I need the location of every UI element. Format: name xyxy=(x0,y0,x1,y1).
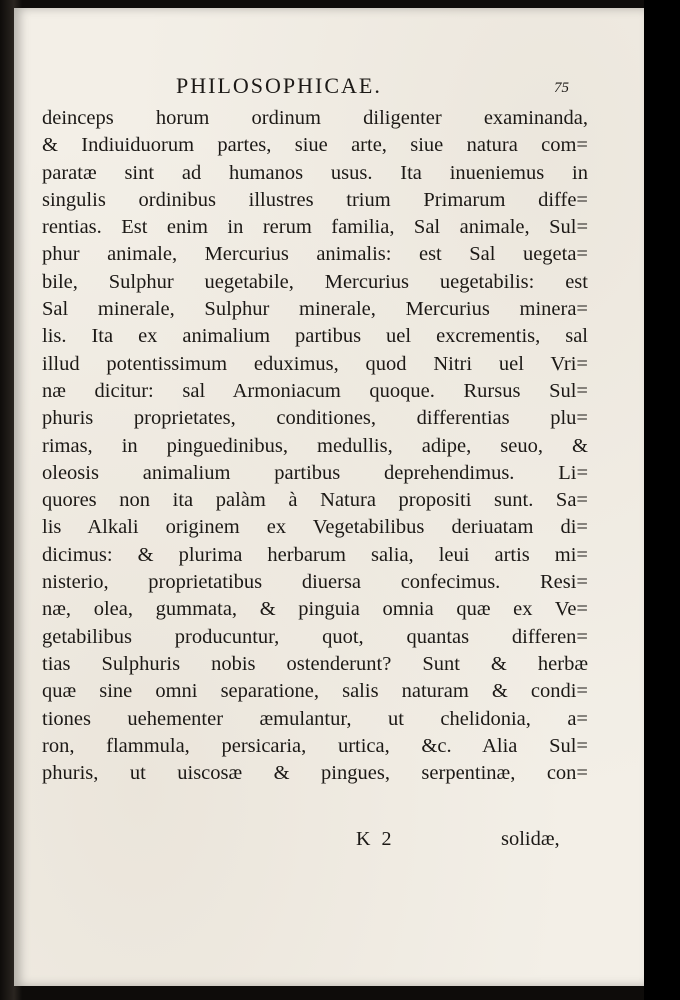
text-line: dicimus: & plurima herbarum salia, leui artis mi= xyxy=(42,543,588,566)
text-line: bile, Sulphur uegetabile, Mercurius uegetabilis: est xyxy=(42,270,588,293)
text-line: paratæ sint ad humanos usus. Ita inueniemus in xyxy=(42,161,588,184)
scan-background-edge xyxy=(644,0,680,1000)
text-line: & Indiuiduorum partes, siue arte, siue natura com= xyxy=(42,134,588,157)
text-line: nisterio, proprietatibus diuersa confecimus. Resi= xyxy=(42,571,588,594)
text-line: quores non ita palàm à Natura propositi sunt. Sa= xyxy=(42,489,588,512)
running-head: PHILOSOPHICAE. xyxy=(176,73,382,98)
text-line: tiones uehementer æmulantur, ut chelidonia, a= xyxy=(42,707,588,730)
text-line: rimas, in pinguedinibus, medullis, adipe, seuo, & xyxy=(42,434,588,457)
text-line: lis Alkali originem ex Vegetabilibus deriuatam di= xyxy=(42,516,588,539)
text-line: oleosis animalium partibus deprehendimus. Li= xyxy=(42,461,588,484)
text-line: phuris proprietates, conditiones, differentias plu= xyxy=(42,407,588,430)
text-line: illud potentissimum eduximus, quod Nitri uel Vri= xyxy=(42,352,588,375)
text-line: phur animale, Mercurius animalis: est Sal uegeta= xyxy=(42,243,588,266)
signature-mark: K 2 xyxy=(356,828,395,850)
text-line: næ dicitur: sal Armoniacum quoque. Rursus Sul= xyxy=(42,379,588,402)
text-line: tias Sulphuris nobis ostenderunt? Sunt & herbæ xyxy=(42,652,588,675)
text-line: næ, olea, gummata, & pinguia omnia quæ ex Ve= xyxy=(42,598,588,621)
catchword: solidæ, xyxy=(501,828,560,850)
text-line: Sal minerale, Sulphur minerale, Mercurius minera= xyxy=(42,298,588,321)
text-line: singulis ordinibus illustres trium Primarum diffe= xyxy=(42,188,588,211)
text-line: lis. Ita ex animalium partibus uel excrementis, sal xyxy=(42,325,588,348)
page-footer xyxy=(14,828,644,858)
text-line: deinceps horum ordinum diligenter examinanda, xyxy=(42,107,588,129)
body-text xyxy=(42,105,588,787)
text-line: phuris, ut uiscosæ & pingues, serpentinæ, con= xyxy=(42,762,588,785)
text-line: rentias. Est enim in rerum familia, Sal animale, Sul= xyxy=(42,216,588,239)
page-header xyxy=(14,71,644,101)
text-line: quæ sine omni separatione, salis naturam & condi= xyxy=(42,680,588,703)
text-line: ron, flammula, persicaria, urtica, &c. Alia Sul= xyxy=(42,734,588,757)
page-number: 75 xyxy=(554,80,569,96)
paper-page xyxy=(14,8,644,986)
text-line: getabilibus producuntur, quot, quantas differen= xyxy=(42,625,588,648)
